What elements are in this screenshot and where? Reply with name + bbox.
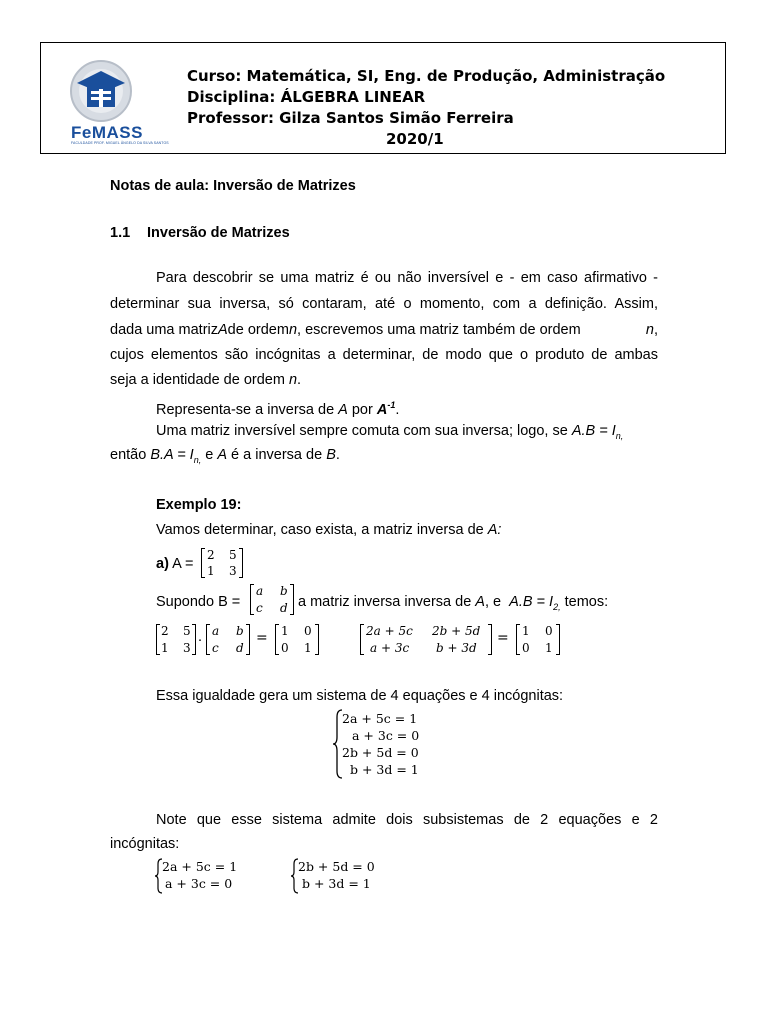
paragraph-1-line-3: dada uma matriz A de ordem n , escrevemos uma matriz também de ordem n , — [110, 322, 658, 338]
system-equation: a + 3c = 0 — [352, 728, 420, 743]
product-matrix-B — [206, 624, 250, 655]
multiplication-dot: . — [198, 629, 203, 645]
item-a: a) A = — [156, 556, 194, 572]
matrix-cell: a — [256, 584, 264, 598]
matrix-B — [250, 584, 294, 615]
matrix-cell: 1 — [207, 564, 215, 578]
paragraph-1-line-2: determinar sua inversa, só contaram, até o momento, com a definição. Assim, — [110, 296, 658, 312]
matrix-cell: c — [212, 641, 219, 655]
discipline-line: Disciplina: ÁLGEBRA LINEAR — [187, 88, 426, 106]
equals-sign: = — [256, 630, 268, 646]
matrix-cell: 0 — [545, 624, 553, 638]
suppose-text: a matriz inversa inversa de A, e $A.B = I_{2,}$ temos: — [298, 594, 609, 612]
matrix-cell: b + 3d — [436, 641, 477, 655]
paragraph-1-line-4: cujos elementos são incógnitas a determinar, de modo que o produto de ambas — [110, 347, 658, 363]
matrix-cell: 2 — [207, 548, 215, 562]
doc-title: Notas de aula: Inversão de Matrizes — [110, 178, 356, 194]
matrix-cell: 1 — [545, 641, 553, 655]
matrix-cell: b — [236, 624, 244, 638]
paragraph-3-line-2: então $B.A = I_{n,}$ e A é a inversa de B. — [110, 447, 340, 465]
matrix-cell: 0 — [522, 641, 530, 655]
system-equation: b + 3d = 1 — [350, 762, 419, 777]
matrix-A — [201, 548, 243, 578]
femass-logo — [65, 59, 169, 145]
subsystem-2-equation: 2b + 5d = 0 — [298, 859, 375, 874]
subsystem-1-equation: 2a + 5c = 1 — [162, 859, 238, 874]
matrix-cell: 3 — [183, 641, 191, 655]
matrix-cell: 2b + 5d — [432, 624, 481, 638]
matrix-cell: d — [280, 601, 288, 615]
paragraph-1-line-1: Para descobrir se uma matriz é ou não inversível e - em caso afirmativo - — [156, 270, 658, 286]
logo-tagline: FACULDADE PROF. MIGUEL ÂNGELO DA SILVA SANTOS — [71, 141, 169, 145]
matrix-cell: 0 — [281, 641, 289, 655]
matrix-cell: c — [256, 601, 263, 615]
matrix-cell: a + 3c — [370, 641, 410, 655]
matrix-cell: 1 — [281, 624, 289, 638]
matrix-cell: a — [212, 624, 220, 638]
matrix-cell: 5 — [183, 624, 191, 638]
matrix-cell: 1 — [161, 641, 169, 655]
subsystem-2-equation: b + 3d = 1 — [302, 876, 371, 891]
matrix-cell: 5 — [229, 548, 237, 562]
paragraph-3-line-1: Uma matriz inversível sempre comuta com sua inversa; logo, se $A.B = I_{n,}$ — [156, 423, 624, 441]
section-number: 1.1 — [110, 225, 131, 241]
paragraph-4: Essa igualdade gera um sistema de 4 equações e 4 incógnitas: — [156, 688, 564, 704]
year-line: 2020/1 — [386, 130, 444, 148]
equals-sign: = — [497, 630, 509, 646]
matrix-cell: 2 — [161, 624, 169, 638]
section-title: Inversão de Matrizes — [147, 225, 290, 241]
matrix-cell: 0 — [304, 624, 312, 638]
product-result-matrix — [360, 624, 492, 655]
logo-text: FeMASS — [71, 123, 143, 142]
matrix-cell: 1 — [522, 624, 530, 638]
matrix-cell: d — [236, 641, 244, 655]
identity-matrix — [275, 624, 319, 655]
example-text: Vamos determinar, caso exista, a matriz inversa de A: — [156, 522, 502, 538]
professor-line: Professor: Gilza Santos Simão Ferreira — [187, 109, 514, 127]
paragraph-1-line-5: seja a identidade de ordem n. — [110, 372, 302, 388]
paragraph-5-line-2: incógnitas: — [110, 836, 180, 852]
matrix-cell: 3 — [229, 564, 237, 578]
subsystem-1-equation: a + 3c = 0 — [165, 876, 233, 891]
system-equation: 2b + 5d = 0 — [342, 745, 419, 760]
matrix-cell: 1 — [304, 641, 312, 655]
paragraph-5-line-1: Note que esse sistema admite dois subsistemas de 2 equações e 2 — [156, 812, 658, 828]
matrix-cell: b — [280, 584, 288, 598]
matrix-cell: 2a + 5c — [366, 624, 413, 638]
graduation-cap-globe-icon — [65, 59, 153, 123]
paragraph-2: Representa-se a inversa de A por $A^{-1}$. — [156, 400, 400, 418]
identity-matrix-2 — [516, 624, 560, 655]
system-equation: 2a + 5c = 1 — [342, 711, 418, 726]
header-box — [40, 42, 726, 154]
course-line: Curso: Matemática, SI, Eng. de Produção, Administração — [187, 67, 666, 85]
suppose-label: Supondo B = — [156, 594, 241, 610]
example-title: Exemplo 19: — [156, 497, 242, 513]
product-matrix-A — [156, 624, 196, 655]
